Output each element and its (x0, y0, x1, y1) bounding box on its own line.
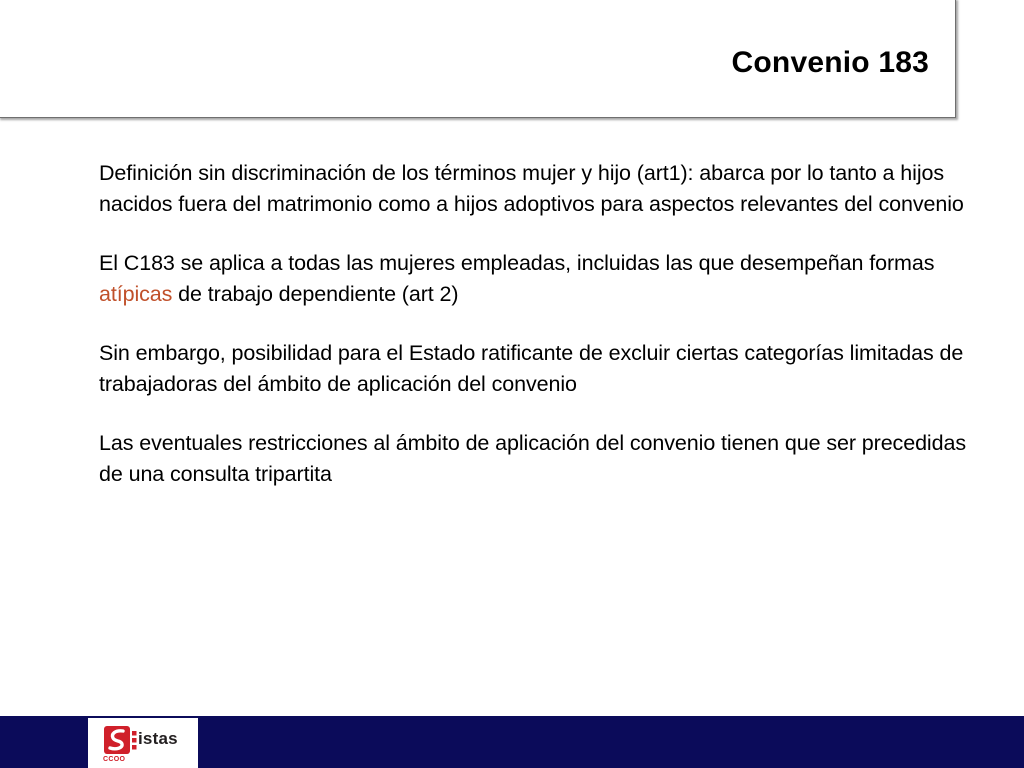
logo-sub: CCOO (103, 756, 126, 763)
paragraph-scope-start: El C183 se aplica a todas las mujeres empleadas, incluidas las que desempeñan formas (99, 251, 935, 275)
page-title: Convenio 183 (731, 46, 929, 79)
highlighted-word: atípicas (99, 282, 173, 306)
paragraph-scope (99, 248, 969, 310)
title-header (0, 0, 956, 118)
paragraph-exclusions: Sin embargo, posibilidad para el Estado ratificante de excluir ciertas categorías limitadas de trabajadoras del ámbito de aplicación del convenio (99, 341, 964, 396)
logo-name: istas (138, 729, 178, 748)
footer-bar (0, 716, 1024, 768)
paragraph-definition: Definición sin discriminación de los términos mujer y hijo (art1): abarca por lo tanto a hijos nacidos fuera del matrimonio como a hijos adoptivos para aspectos relevantes del convenio (99, 161, 964, 216)
paragraph-restrictions: Las eventuales restricciones al ámbito de aplicación del convenio tienen que ser precedidas de una consulta tripartita (99, 431, 966, 486)
istas-logo (88, 718, 198, 768)
paragraph-scope-end: de trabajo dependiente (art 2) (172, 282, 459, 306)
slide-content (99, 158, 969, 518)
